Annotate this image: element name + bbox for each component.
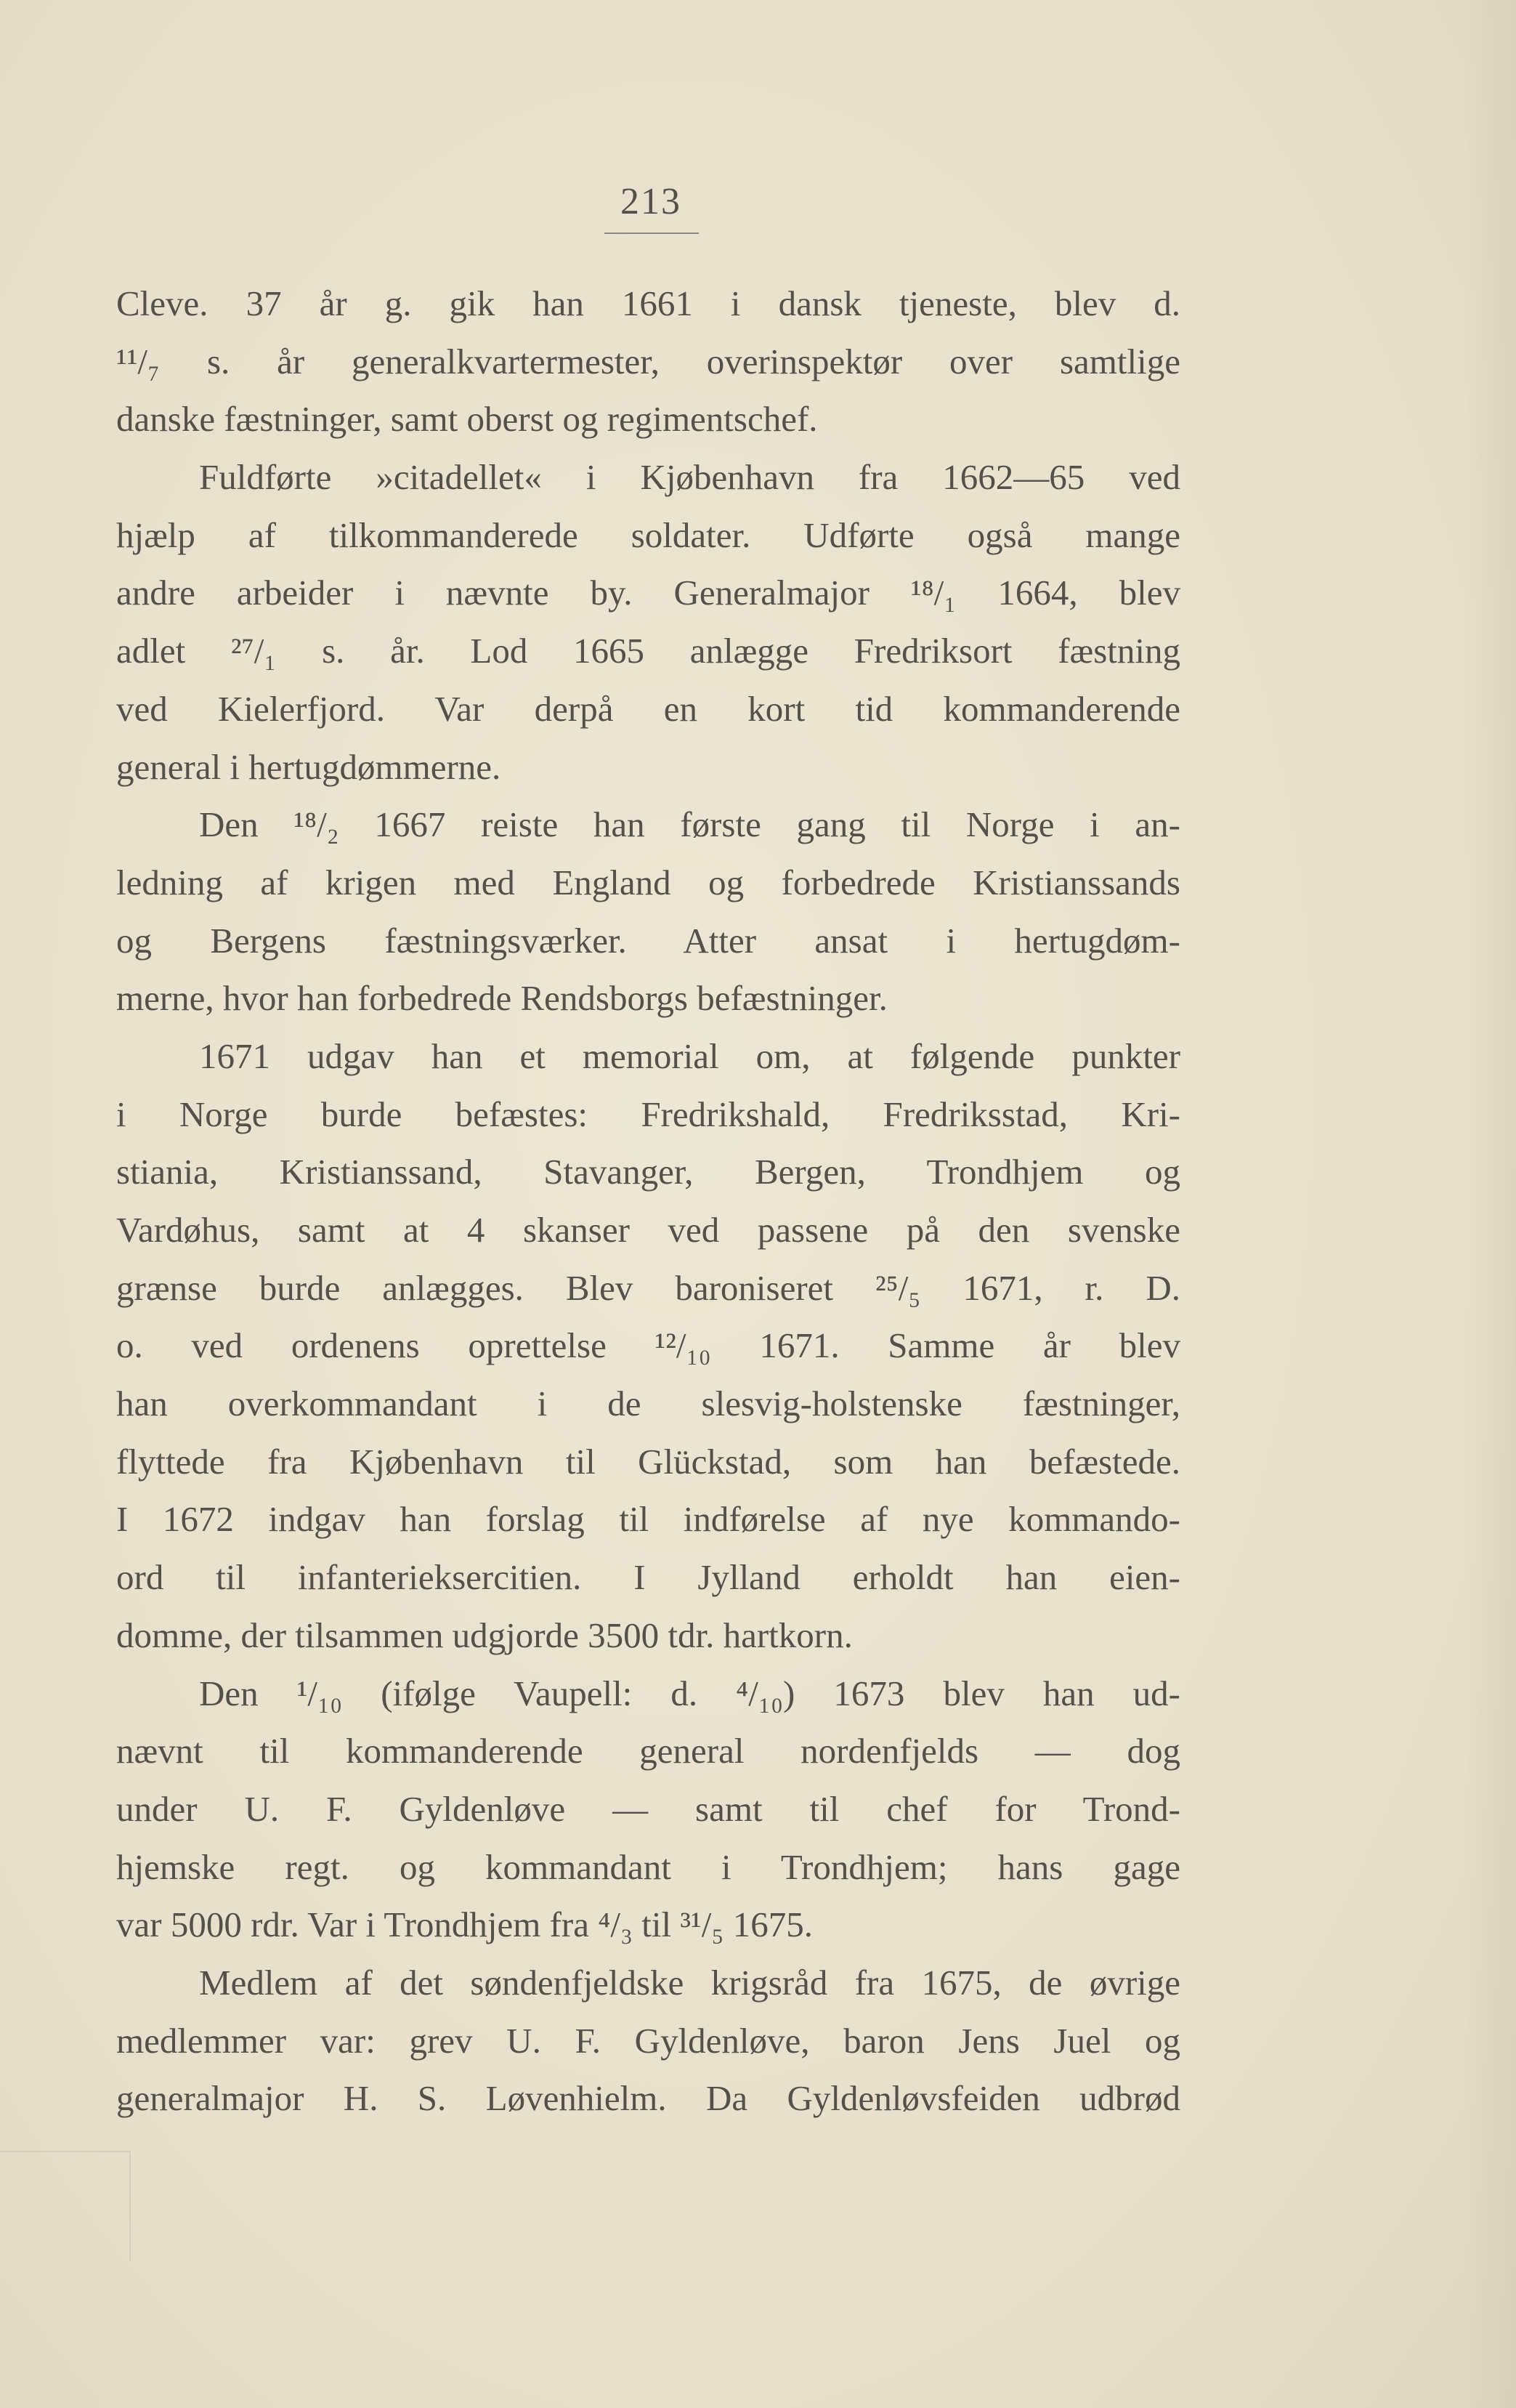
text-line: ¹¹/₇ s. år generalkvartermester, overinspektør over samtlige bbox=[116, 341, 1180, 381]
text-line: ord til infanterieksercitien. I Jylland erholdt han eien- bbox=[116, 1557, 1180, 1598]
text-line: 1671 udgav han et memorial om, at følgende punkter bbox=[199, 1035, 1180, 1076]
text-line: danske fæstninger, samt oberst og regimentschef. bbox=[116, 399, 818, 440]
body-text bbox=[116, 275, 1180, 2128]
text-line: ved Kielerfjord. Var derpå en kort tid kommanderende bbox=[116, 688, 1180, 729]
text-line: hjælp af tilkommanderede soldater. Udførte også mange bbox=[116, 514, 1180, 555]
text-line: stiania, Kristianssand, Stavanger, Bergen, Trondhjem og bbox=[116, 1152, 1180, 1192]
text-line: general i hertugdømmerne. bbox=[116, 746, 501, 787]
text-line: andre arbeider i nævnte by. Generalmajor ¹⁸/₁ 1664, blev bbox=[116, 573, 1180, 613]
text-line: Cleve. 37 år g. gik han 1661 i dansk tjeneste, blev d. bbox=[116, 283, 1180, 323]
text-line: han overkommandant i de slesvig-holstenske fæstninger, bbox=[116, 1383, 1180, 1424]
text-line: merne, hvor han forbedrede Rendsborgs befæstninger. bbox=[116, 978, 888, 1019]
text-line: generalmajor H. S. Løvenhielm. Da Gyldenløvsfeiden udbrød bbox=[116, 2078, 1180, 2119]
text-line: og Bergens fæstningsværker. Atter ansat i hertugdøm- bbox=[116, 920, 1180, 961]
text-line: medlemmer var: grev U. F. Gyldenløve, baron Jens Juel og bbox=[116, 2020, 1180, 2061]
text-line: adlet ²⁷/₁ s. år. Lod 1665 anlægge Fredriksort fæstning bbox=[116, 631, 1180, 671]
margin-mark bbox=[0, 2151, 131, 2261]
text-line: nævnt til kommanderende general nordenfjelds — dog bbox=[116, 1731, 1180, 1771]
text-line: Fuldførte »citadellet« i Kjøbenhavn fra 1662—65 ved bbox=[199, 457, 1180, 498]
text-line: domme, der tilsammen udgjorde 3500 tdr. hartkorn. bbox=[116, 1615, 853, 1655]
page-edge bbox=[1465, 0, 1516, 2408]
text-line: Den ¹⁸/₂ 1667 reiste han første gang til Norge i an- bbox=[199, 804, 1180, 845]
text-line: Den ¹/₁₀ (ifølge Vaupell: d. ⁴/₁₀) 1673 blev han ud- bbox=[199, 1673, 1180, 1713]
text-line: hjemske regt. og kommandant i Trondhjem; hans gage bbox=[116, 1846, 1180, 1887]
text-line: flyttede fra Kjøbenhavn til Glückstad, som han befæstede. bbox=[116, 1441, 1180, 1482]
text-line: I 1672 indgav han forslag til indførelse af nye kommando- bbox=[116, 1499, 1180, 1540]
text-line: i Norge burde befæstes: Fredrikshald, Fredriksstad, Kri- bbox=[116, 1094, 1180, 1134]
page-number: 213 bbox=[620, 181, 681, 222]
text-line: grænse burde anlægges. Blev baroniseret ²⁵/₅ 1671, r. D. bbox=[116, 1267, 1180, 1308]
text-line: ledning af krigen med England og forbedrede Kristianssands bbox=[116, 862, 1180, 902]
text-line: var 5000 rdr. Var i Trondhjem fra ⁴/₃ til ³¹/₅ 1675. bbox=[116, 1904, 813, 1945]
text-line: o. ved ordenens oprettelse ¹²/₁₀ 1671. Samme år blev bbox=[116, 1325, 1180, 1366]
text-line: Medlem af det søndenfjeldske krigsråd fra 1675, de øvrige bbox=[199, 1962, 1180, 2003]
text-line: under U. F. Gyldenløve — samt til chef for Trond- bbox=[116, 1788, 1180, 1829]
text-line: Vardøhus, samt at 4 skanser ved passene på den svenske bbox=[116, 1210, 1180, 1250]
page-number-rule bbox=[604, 233, 699, 234]
